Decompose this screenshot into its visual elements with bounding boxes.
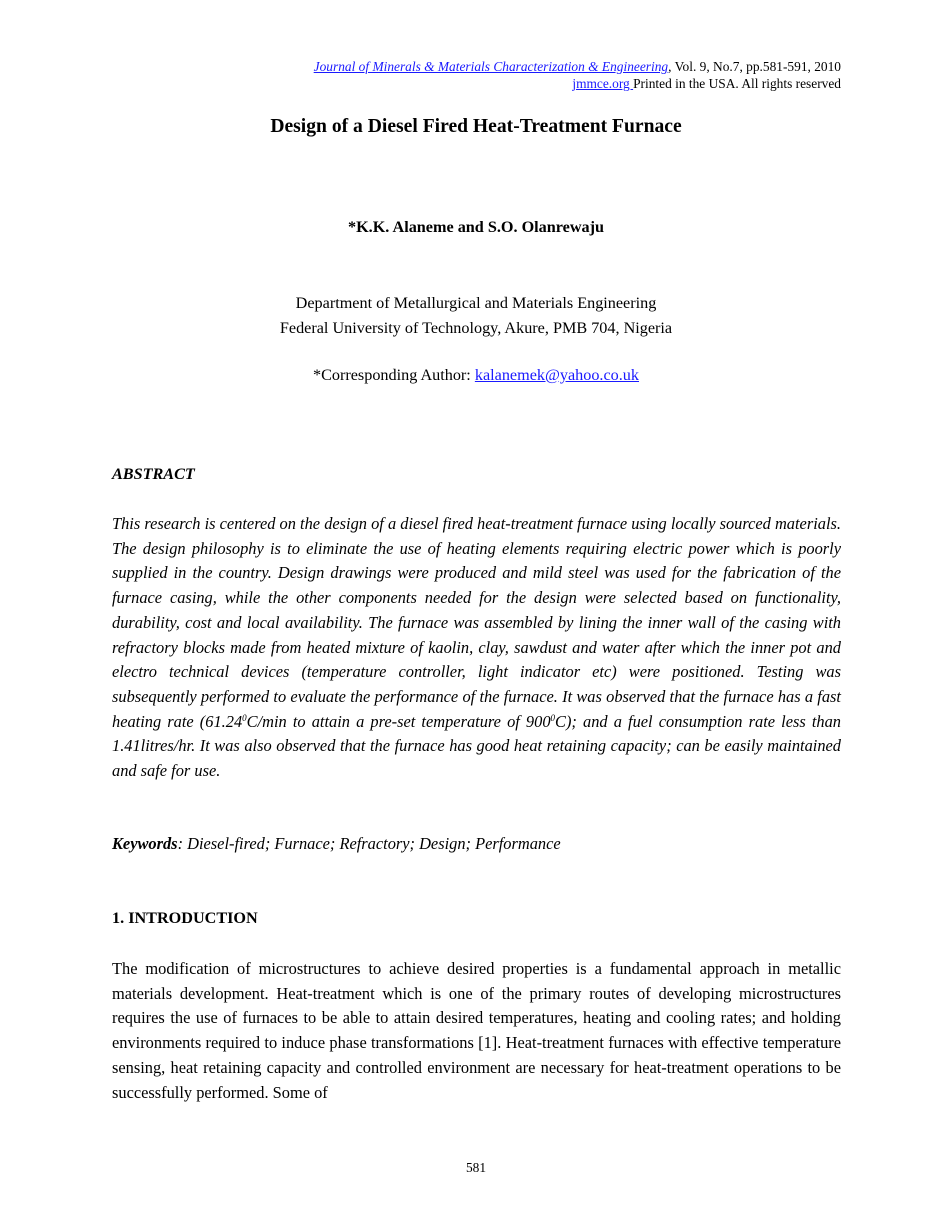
corresponding-author [0, 366, 952, 385]
keywords [112, 834, 561, 854]
degree-superscript: 0 [550, 712, 556, 723]
rights-text: Printed in the USA. All rights reserved [633, 76, 841, 91]
affiliation [0, 291, 952, 341]
introduction-text: The modification of microstructures to achieve desired properties is a fundamental approach in metallic materials development. Heat-treatment which is one of the primary routes of developing microstructures requires the use of furnaces to be able to attain desired temperatures, heating and cooling rates; and holding environments required to induce phase transformations [1]. Heat-treatment furnaces with effective temperature sensing, heat retaining capacity and controlled environment are necessary for heat-treatment operations to be successfully performed. Some of [112, 959, 841, 1102]
introduction-heading: 1. INTRODUCTION [112, 909, 258, 927]
citation-text: , Vol. 9, No.7, pp.581-591, 2010 [668, 59, 841, 74]
degree-superscript: 0 [242, 712, 247, 723]
journal-header [314, 58, 841, 75]
affiliation-line-2: Federal University of Technology, Akure, PMB 704, Nigeria [279, 319, 673, 337]
journal-header-line2 [572, 75, 841, 92]
page-number: 581 [465, 1160, 487, 1175]
affiliation-line-1: Department of Metallurgical and Materials Engineering [295, 294, 657, 312]
email-link[interactable]: kalanemek@yahoo.co.uk [474, 366, 639, 384]
authors: *K.K. Alaneme and S.O. Olanrewaju [347, 218, 605, 236]
keywords-label: Keywords [112, 834, 178, 853]
journal-name-link[interactable]: Journal of Minerals & Materials Characterization & Engineering [313, 59, 669, 74]
abstract-text-part: This research is centered on the design of a diesel fired heat-treatment furnace using locally sourced materials. The design philosophy is to eliminate the use of heating elements requiring electric power which is poorly supplied in the country. Design drawings were produced and mild steel was used for the fabrication of the furnace casing, while the other components needed for the design were selected based on functionality, durability, cost and local availability. The furnace was assembled by lining the inner wall of the casing with refractory blocks made from heated mixture of kaolin, clay, sawdust and water after which the inner pot and electro technical devices (temperature controller, light indicator etc) were positioned. Testing was subsequently performed to evaluate the performance of the furnace. It was observed that the furnace has a fast heating rate (61.24 [112, 514, 841, 731]
website-link[interactable]: jmmce.org [572, 76, 634, 91]
abstract-heading: ABSTRACT [112, 465, 195, 483]
abstract-text-part: C/min to attain a pre-set temperature of 900 [246, 711, 551, 731]
corresponding-label: *Corresponding Author: [312, 366, 475, 384]
abstract-text-part: C); and a fuel consumption rate less than 1.41litres/hr. It was also observed that the furnace has good heat retaining capacity; can be easily maintained and safe for use. [112, 711, 841, 781]
abstract-text [112, 512, 841, 784]
paper-title: Design of a Diesel Fired Heat-Treatment Furnace [270, 116, 682, 137]
keywords-text: : Diesel-fired; Furnace; Refractory; Design; Performance [177, 834, 561, 853]
